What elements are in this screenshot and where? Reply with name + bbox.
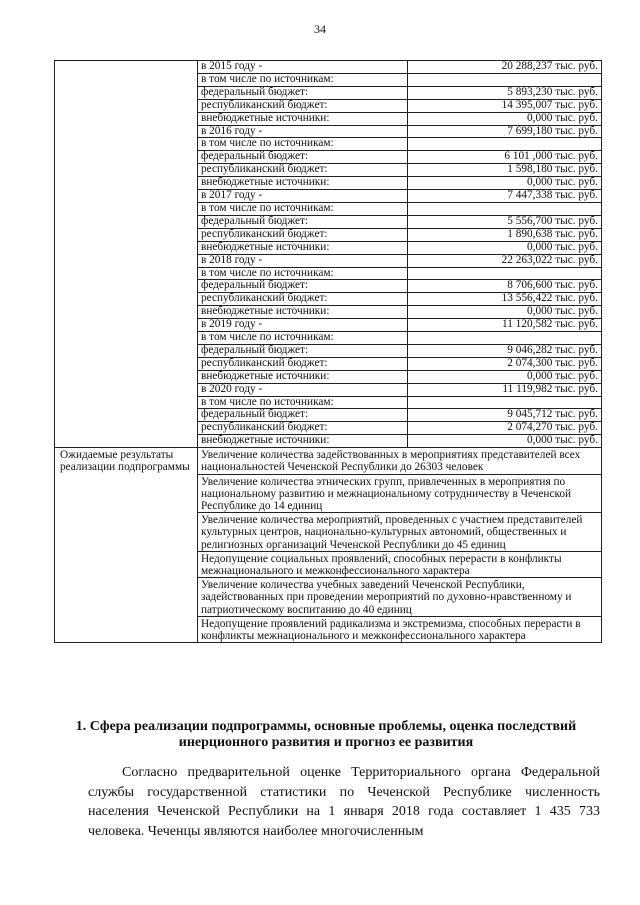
- funding-label: федеральный бюджет:: [198, 86, 408, 99]
- funding-label: федеральный бюджет:: [198, 409, 408, 422]
- funding-value: 9 045,712 тыс. руб.: [408, 409, 602, 422]
- funding-label: в 2017 году -: [198, 190, 408, 203]
- funding-value: [408, 73, 602, 86]
- funding-row-item: [198, 241, 601, 254]
- funding-row-item: [198, 370, 601, 383]
- funding-value: 0,000 тыс. руб.: [408, 177, 602, 190]
- funding-row-item: [198, 86, 601, 99]
- funding-value: 14 395,007 тыс. руб.: [408, 99, 602, 112]
- section-heading: 1. Сфера реализации подпрограммы, основные проблемы, оценка последствий инерционного развития и прогноз ее развития: [75, 719, 577, 750]
- funding-value: [408, 138, 602, 151]
- result-item: Увеличение количества этнических групп, привлеченных в мероприятия по национальному развитию и межнациональному сотрудничеству в Чеченской Республике до 14 единиц: [198, 474, 601, 513]
- funding-label: в том числе по источникам:: [198, 73, 408, 86]
- funding-row-item: [198, 125, 601, 138]
- results-table: [198, 448, 601, 642]
- funding-value: [408, 332, 602, 345]
- funding-value: 1 598,180 тыс. руб.: [408, 164, 602, 177]
- result-row: [198, 551, 601, 577]
- funding-value: 13 556,422 тыс. руб.: [408, 293, 602, 306]
- funding-label: в том числе по источникам:: [198, 267, 408, 280]
- funding-label: республиканский бюджет:: [198, 422, 408, 435]
- funding-label: внебюджетные источники:: [198, 306, 408, 319]
- funding-value: 8 706,600 тыс. руб.: [408, 280, 602, 293]
- funding-row-item: [198, 190, 601, 203]
- funding-label: внебюджетные источники:: [198, 241, 408, 254]
- funding-label: федеральный бюджет:: [198, 344, 408, 357]
- results-label: Ожидаемые результаты реализации подпрограммы: [55, 448, 198, 643]
- result-row: [198, 578, 601, 617]
- funding-label: в том числе по источникам:: [198, 138, 408, 151]
- result-item: Недопущение проявлений радикализма и экстремизма, способных перерасти в конфликты межнационального и межконфессионального характера: [201, 617, 581, 643]
- page-number: 34: [314, 22, 326, 36]
- funding-label: в 2020 году -: [198, 383, 408, 396]
- funding-value: 0,000 тыс. руб.: [408, 241, 602, 254]
- funding-label: в 2018 году -: [198, 254, 408, 267]
- result-row: [198, 448, 601, 474]
- program-passport-table: [54, 60, 602, 643]
- funding-value: 22 263,022 тыс. руб.: [408, 254, 602, 267]
- funding-row-item: [198, 319, 601, 332]
- funding-label: республиканский бюджет:: [198, 99, 408, 112]
- funding-label: федеральный бюджет:: [198, 151, 408, 164]
- funding-row-item: [198, 409, 601, 422]
- funding-label: республиканский бюджет:: [198, 293, 408, 306]
- funding-value: 1 890,638 тыс. руб.: [408, 228, 602, 241]
- result-item: Увеличение количества задействованных в мероприятиях представителей всех национальностей Чеченской Республики до 26303 человек: [198, 448, 601, 474]
- funding-label: республиканский бюджет:: [198, 357, 408, 370]
- funding-cell: [198, 61, 602, 448]
- funding-value: 11 119,982 тыс. руб.: [408, 383, 602, 396]
- funding-label: в 2016 году -: [198, 125, 408, 138]
- funding-label: в том числе по источникам:: [198, 396, 408, 409]
- funding-value: 0,000 тыс. руб.: [408, 370, 602, 383]
- funding-value: 11 120,582 тыс. руб.: [408, 319, 602, 332]
- funding-label: внебюджетные источники:: [198, 435, 408, 447]
- result-row: [198, 474, 601, 513]
- results-cell: [198, 448, 602, 643]
- result-item: Увеличение количества мероприятий, проведенных с участием представителей культурных центров, национально-культурных автономий, общественных и религиозных организаций Чеченской Республики до 45 единиц: [198, 513, 601, 552]
- funding-row-item: [198, 422, 601, 435]
- funding-value: 0,000 тыс. руб.: [526, 434, 598, 447]
- funding-row-item: [198, 73, 601, 86]
- funding-label: федеральный бюджет:: [198, 215, 408, 228]
- funding-row-item: [198, 306, 601, 319]
- funding-value: 5 556,700 тыс. руб.: [408, 215, 602, 228]
- funding-value: 2 074,300 тыс. руб.: [408, 357, 602, 370]
- funding-value: 20 288,237 тыс. руб.: [408, 61, 602, 73]
- funding-row-item: [198, 202, 601, 215]
- funding-value: 5 893,230 тыс. руб.: [408, 86, 602, 99]
- funding-value: 7 699,180 тыс. руб.: [408, 125, 602, 138]
- funding-label: в 2019 году -: [198, 319, 408, 332]
- funding-row-item: [198, 435, 601, 447]
- funding-table: [198, 61, 601, 447]
- funding-row-item: [198, 61, 601, 73]
- funding-value: 7 447,338 тыс. руб.: [408, 190, 602, 203]
- funding-row-item: [198, 293, 601, 306]
- funding-label: в том числе по источникам:: [198, 202, 408, 215]
- funding-value: [408, 267, 602, 280]
- funding-row-item: [198, 332, 601, 345]
- funding-row-item: [198, 151, 601, 164]
- funding-label: внебюджетные источники:: [198, 370, 408, 383]
- funding-value: 6 101 ,000 тыс. руб.: [408, 151, 602, 164]
- funding-label: в 2015 году -: [198, 61, 408, 73]
- funding-label: республиканский бюджет:: [198, 164, 408, 177]
- funding-value: 2 074,270 тыс. руб.: [408, 422, 602, 435]
- funding-row-item: [198, 215, 601, 228]
- funding-row-item: [198, 164, 601, 177]
- funding-row-item: [198, 112, 601, 125]
- funding-row-item: [198, 280, 601, 293]
- funding-value: [408, 202, 602, 215]
- funding-row-item: [198, 177, 601, 190]
- funding-value: 9 046,282 тыс. руб.: [408, 344, 602, 357]
- funding-label-cell: [55, 61, 198, 448]
- funding-row-item: [198, 383, 601, 396]
- funding-row-item: [198, 228, 601, 241]
- results-row: [55, 448, 602, 643]
- funding-row-item: [198, 357, 601, 370]
- funding-row-item: [198, 99, 601, 112]
- result-row: [198, 616, 601, 642]
- funding-label: в том числе по источникам:: [198, 332, 408, 345]
- funding-row-item: [198, 396, 601, 409]
- funding-value: 0,000 тыс. руб.: [408, 306, 602, 319]
- funding-row-item: [198, 254, 601, 267]
- funding-value: 0,000 тыс. руб.: [408, 112, 602, 125]
- funding-label: федеральный бюджет:: [198, 280, 408, 293]
- body-paragraph: Согласно предварительной оценке Территориального органа Федеральной службы государственной статистики по Чеченской Республике численность населения Чеченской Республики на 1 января 2018 года составляет 1 435 733 человека. Чеченцы являются наиболее многочисленным: [88, 765, 600, 839]
- funding-row-item: [198, 267, 601, 280]
- funding-row: [55, 61, 602, 448]
- result-item: Увеличение количества учебных заведений Чеченской Республики, задействованных при проведении мероприятий по духовно-нравственному и патриотическому воспитанию до 40 единиц: [198, 578, 601, 617]
- result-item: Недопущение социальных проявлений, способных перерасти в конфликты межнационального и межконфессионального характера: [198, 551, 601, 577]
- funding-label: внебюджетные источники:: [198, 177, 408, 190]
- funding-label: республиканский бюджет:: [198, 228, 408, 241]
- funding-row-item: [198, 344, 601, 357]
- funding-value: [408, 396, 602, 409]
- funding-label: внебюджетные источники:: [198, 112, 408, 125]
- result-row: [198, 513, 601, 552]
- funding-row-item: [198, 138, 601, 151]
